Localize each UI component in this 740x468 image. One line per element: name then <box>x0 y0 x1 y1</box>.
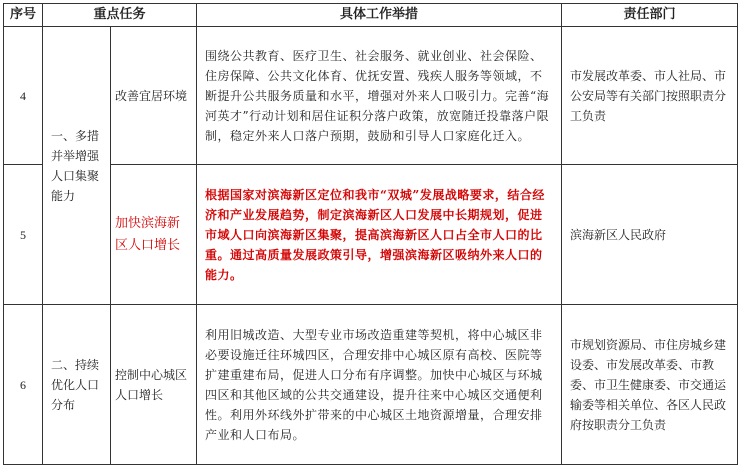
group-label: 一、多措并举增强人口集聚能力 <box>43 27 111 305</box>
task-cell: 改善宜居环境 <box>111 27 197 165</box>
table-row <box>4 27 738 165</box>
measure-cell: 根据国家对滨海新区定位和我市“双城”发展战略要求，结合经济和产业发展趋势，制定滨海新区人口发展中长期规划，促进市域人口向滨海新区集聚，提高滨海新区人口占全市人口的比重。通过高质量发展政策引导，增强滨海新区吸纳外来人口的能力。 <box>197 165 562 305</box>
row-number: 6 <box>4 305 43 465</box>
table-header-row <box>4 4 738 27</box>
header-task: 重点任务 <box>43 4 197 27</box>
table-row <box>4 165 738 305</box>
policy-table <box>3 3 738 465</box>
measure-cell: 围绕公共教育、医疗卫生、社会服务、就业创业、社会保险、住房保障、公共文化体育、优抚安置、残疾人服务等领域，不断提升公共服务质量和水平，增强对外来人口吸引力。完善“海河英才”行动计划和居住证积分落户政策，放宽随迁投靠落户限制，稳定外来人口落户预期，鼓励和引导人口家庭化迁入。 <box>197 27 562 165</box>
dept-cell: 市发展改革委、市人社局、市公安局等有关部门按照职责分工负责 <box>562 27 738 165</box>
row-number: 4 <box>4 27 43 165</box>
measure-cell: 利用旧城改造、大型专业市场改造重建等契机，将中心城区非必要设施迁往环城四区，合理安排中心城区原有高校、医院等扩建重建布局，促进人口分布有序调整。加快中心城区与环城四区和其他区域的公共交通建设，提升往来中心城区交通便利性。利用外环线外扩带来的中心城区土地资源增量，合理安排产业和人口布局。 <box>197 305 562 465</box>
header-dept: 责任部门 <box>562 4 738 27</box>
group-label: 二、持续优化人口分布 <box>43 305 111 465</box>
task-cell: 加快滨海新区人口增长 <box>111 165 197 305</box>
table-row <box>4 305 738 465</box>
dept-cell: 市规划资源局、市住房城乡建设委、市发展改革委、市教委、市卫生健康委、市交通运输委等相关单位、各区人民政府按职责分工负责 <box>562 305 738 465</box>
header-measure: 具体工作举措 <box>197 4 562 27</box>
header-number: 序号 <box>4 4 43 27</box>
task-cell: 控制中心城区人口增长 <box>111 305 197 465</box>
row-number: 5 <box>4 165 43 305</box>
dept-cell: 滨海新区人民政府 <box>562 165 738 305</box>
